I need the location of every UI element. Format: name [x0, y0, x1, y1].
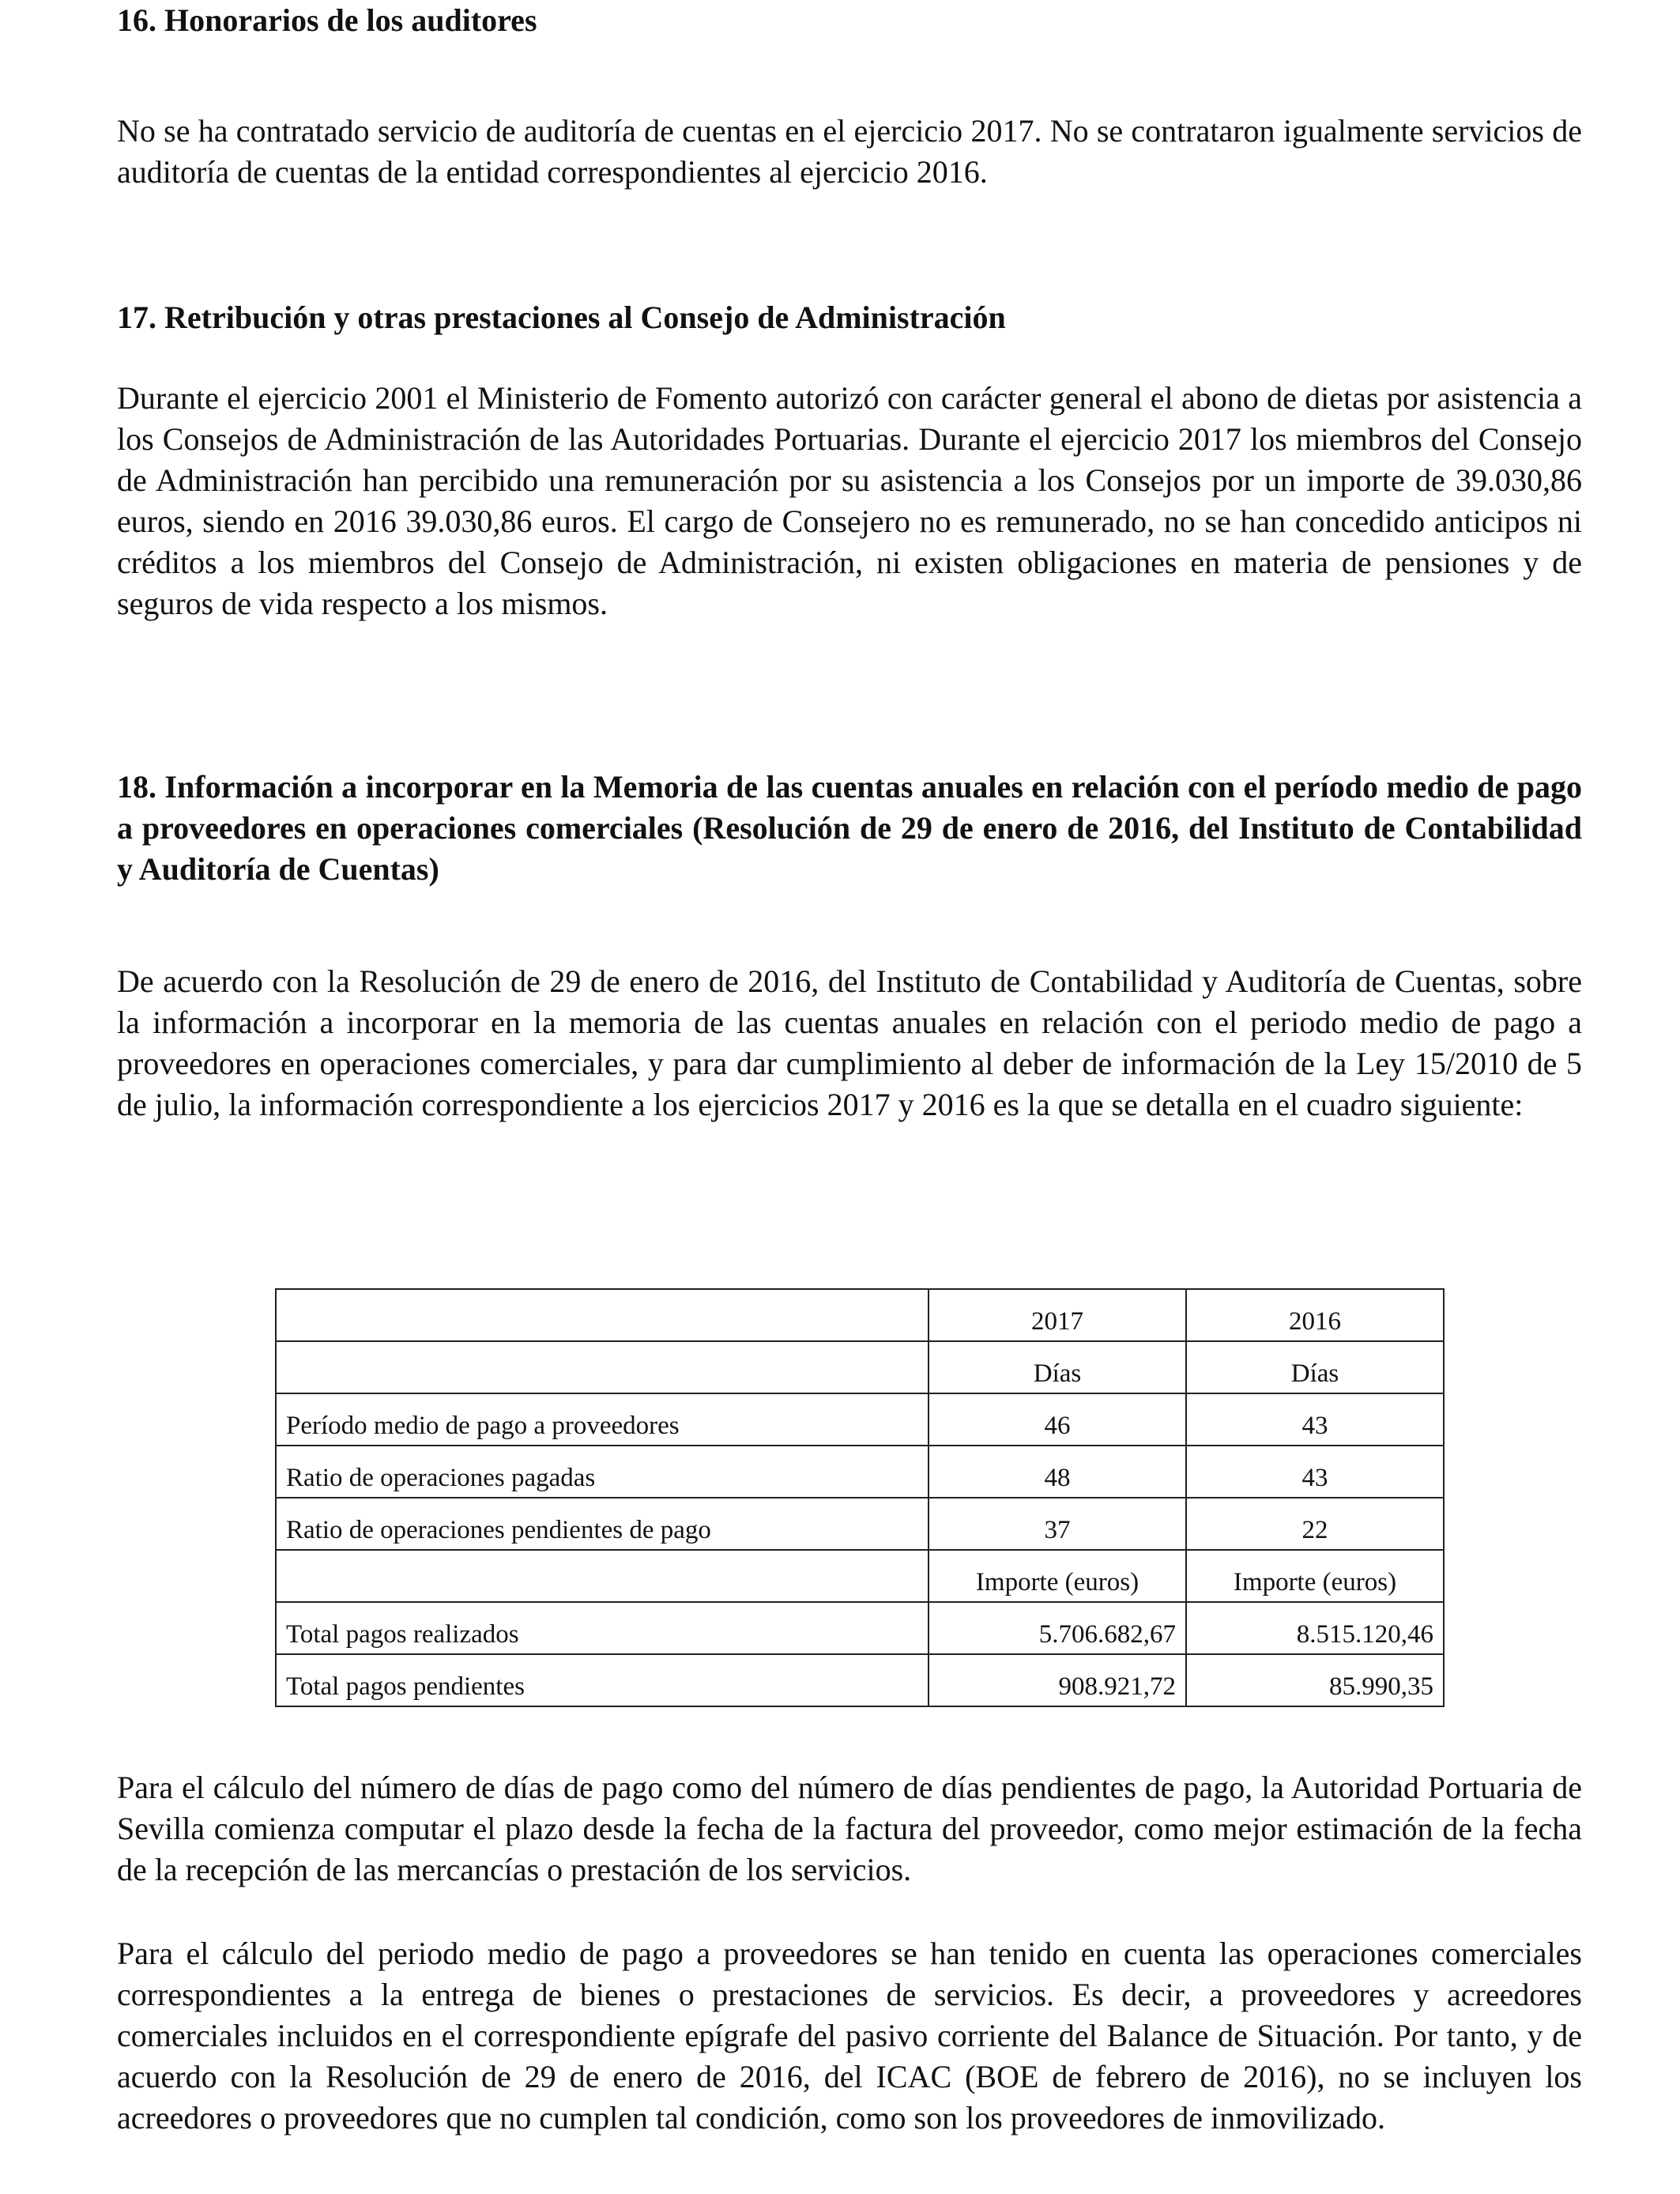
- section-18-heading: 18. Información a incorporar en la Memoria de las cuentas anuales en relación con el período medio de pago a proveedores en operaciones comerciales (Resolución de 29 de enero de 2016, del Instituto de Contabilidad y Auditoría de Cuentas): [117, 769, 1582, 887]
- table-cell-2017: 908.921,72: [929, 1654, 1186, 1706]
- table-cell-label: [276, 1289, 929, 1341]
- table-row: [276, 1446, 1444, 1498]
- section-17-paragraph: Durante el ejercicio 2001 el Ministerio de Fomento autorizó con carácter general el abono de dietas por asistencia a los Consejos de Administración de las Autoridades Portuarias. Durante el ejercicio 2017 los miembros del Consejo de Administración han percibido una remuneración por su asistencia a los Consejos por un importe de 39.030,86 euros, siendo en 2016 39.030,86 euros. El cargo de Consejero no es remunerado, no se han concedido anticipos ni créditos a los miembros del Consejo de Administración, ni existen obligaciones en materia de pensiones y de seguros de vida respecto a los mismos.: [117, 380, 1582, 621]
- table-cell-2017: 2017: [929, 1289, 1186, 1341]
- section-18-note-paragraph-2: Para el cálculo del periodo medio de pago a proveedores se han tenido en cuenta las operaciones comerciales correspondientes a la entrega de bienes o prestaciones de servicios. Es decir, a proveedores y acreedores comerciales incluidos en el correspondiente epígrafe del pasivo corriente del Balance de Situación. Por tanto, y de acuerdo con la Resolución de 29 de enero de 2016, del ICAC (BOE de febrero de 2016), no se incluyen los acreedores o proveedores que no cumplen tal condición, como son los proveedores de inmovilizado.: [117, 1936, 1582, 2136]
- table-cell-2017: 5.706.682,67: [929, 1602, 1186, 1654]
- table-cell-label: Ratio de operaciones pendientes de pago: [276, 1498, 929, 1550]
- table-cell-2017: 48: [929, 1446, 1186, 1498]
- table-cell-2017: 46: [929, 1393, 1186, 1446]
- table-cell-label: [276, 1550, 929, 1602]
- table-row: [276, 1498, 1444, 1550]
- payment-period-table: [275, 1288, 1445, 1707]
- section-17-heading: 17. Retribución y otras prestaciones al Consejo de Administración: [117, 300, 1006, 335]
- table-cell-2017: 37: [929, 1498, 1186, 1550]
- table-row: [276, 1341, 1444, 1393]
- table-cell-label: Ratio de operaciones pagadas: [276, 1446, 929, 1498]
- table-cell-2016: Días: [1186, 1341, 1444, 1393]
- table-cell-label: Total pagos pendientes: [276, 1654, 929, 1706]
- table-cell-2016: 43: [1186, 1446, 1444, 1498]
- table-cell-2016: 8.515.120,46: [1186, 1602, 1444, 1654]
- table-row: [276, 1393, 1444, 1446]
- table-row: [276, 1550, 1444, 1602]
- table-cell-2016: 2016: [1186, 1289, 1444, 1341]
- table-cell-label: [276, 1341, 929, 1393]
- section-18-note-paragraph-1: Para el cálculo del número de días de pago como del número de días pendientes de pago, la Autoridad Portuaria de Sevilla comienza computar el plazo desde la fecha de la factura del proveedor, como mejor estimación de la fecha de la recepción de las mercancías o prestación de los servicios.: [117, 1770, 1582, 1887]
- table-row: [276, 1654, 1444, 1706]
- table-row: [276, 1289, 1444, 1341]
- table-cell-2017: Importe (euros): [929, 1550, 1186, 1602]
- section-16-heading: 16. Honorarios de los auditores: [117, 2, 537, 38]
- table-cell-2016: 85.990,35: [1186, 1654, 1444, 1706]
- table-cell-2016: 43: [1186, 1393, 1444, 1446]
- section-18-paragraph: De acuerdo con la Resolución de 29 de enero de 2016, del Instituto de Contabilidad y Auditoría de Cuentas, sobre la información a incorporar en la memoria de las cuentas anuales en relación con el periodo medio de pago a proveedores en operaciones comerciales, y para dar cumplimiento al deber de información de la Ley 15/2010 de 5 de julio, la información correspondiente a los ejercicios 2017 y 2016 es la que se detalla en el cuadro siguiente:: [117, 963, 1582, 1122]
- table-cell-label: Total pagos realizados: [276, 1602, 929, 1654]
- table-cell-2016: 22: [1186, 1498, 1444, 1550]
- table-cell-label: Período medio de pago a proveedores: [276, 1393, 929, 1446]
- table-cell-2016: Importe (euros): [1186, 1550, 1444, 1602]
- table-row: [276, 1602, 1444, 1654]
- section-16-paragraph: No se ha contratado servicio de auditoría de cuentas en el ejercicio 2017. No se contrataron igualmente servicios de auditoría de cuentas de la entidad correspondientes al ejercicio 2016.: [117, 113, 1582, 190]
- table-cell-2017: Días: [929, 1341, 1186, 1393]
